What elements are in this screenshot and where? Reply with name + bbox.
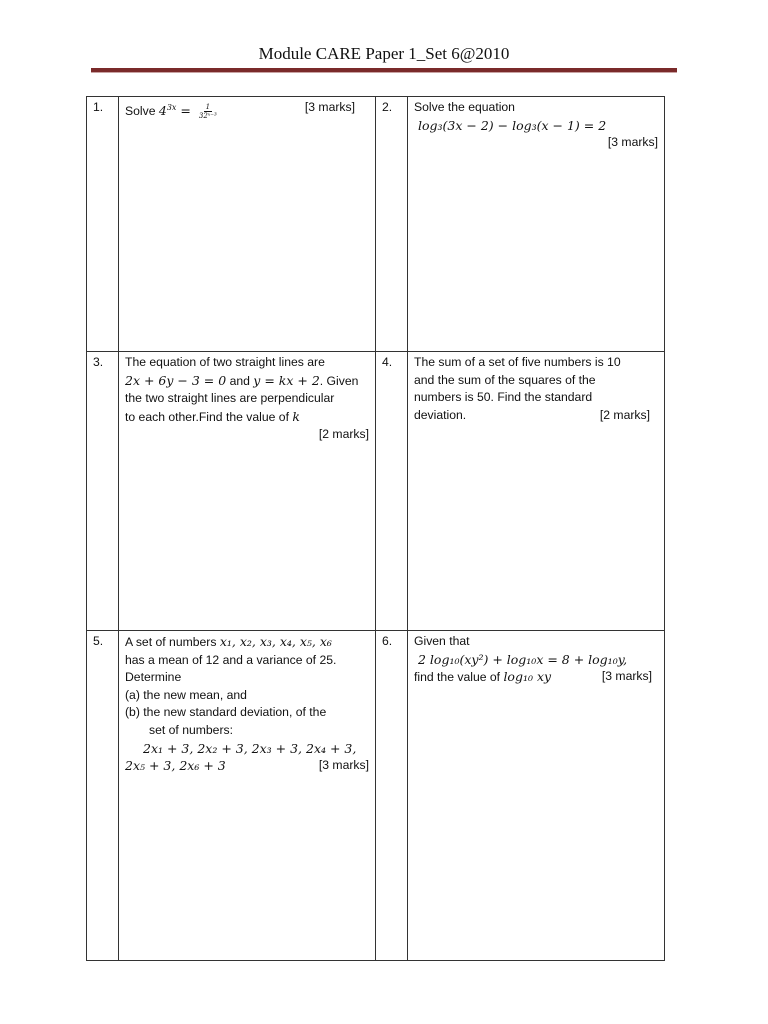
page-title: Module CARE Paper 1_Set 6@2010 (258, 44, 510, 63)
part-a-text: (a) the new mean, and (125, 687, 247, 702)
equation: 2 log₁₀(xy²) + log₁₀x = 8 + log₁₀y, (418, 651, 628, 667)
question-text: The sum of a set of five numbers is 10 (414, 355, 621, 369)
question-text: and (226, 373, 254, 388)
table-row (87, 352, 665, 631)
table-row (87, 97, 665, 352)
question-text: A set of numbers (125, 635, 220, 649)
question-text: Solve (125, 104, 159, 119)
part-b-text: (b) the new standard deviation, of the (125, 705, 327, 720)
question-number-cell (376, 352, 408, 631)
question-number-cell (376, 631, 408, 961)
question-text: Determine (125, 670, 182, 685)
question-text: Given that (414, 634, 470, 648)
question-6-cell[interactable] (408, 631, 665, 961)
equation: log₃(3x − 2) − log₃(x − 1) = 2 (418, 117, 607, 133)
question-text-line (414, 668, 658, 687)
equation-base: 4 (158, 103, 167, 119)
equation-exponent: 3x (166, 103, 177, 112)
question-2-cell[interactable] (408, 97, 665, 352)
question-text: to each other.Find the value of (125, 409, 293, 424)
question-number-cell (87, 631, 119, 961)
equation: 2x + 6y − 3 = 0 (125, 372, 227, 388)
question-text-line (125, 408, 369, 427)
part-b-text: set of numbers: (149, 722, 233, 737)
question-number-cell (87, 352, 119, 631)
question-text-line (414, 407, 658, 425)
fraction-numerator: 1 (205, 103, 211, 112)
question-text: deviation. (414, 407, 467, 422)
question-text-line (125, 757, 369, 776)
equation-equals: = (176, 103, 195, 119)
question-number: 6. (382, 634, 393, 648)
question-table (86, 96, 665, 961)
equation: 2x₅ + 3, 2x₆ + 3 (125, 758, 226, 774)
fraction-denominator: 32ˣ⁻³ (198, 112, 217, 121)
question-number: 4. (382, 355, 393, 369)
header-divider (91, 68, 677, 73)
marks-label: [2 marks] (599, 407, 650, 422)
question-text: the two straight lines are perpendicular (125, 391, 335, 406)
question-text: find the value of (414, 670, 504, 685)
question-number: 5. (93, 634, 104, 648)
question-text: and the sum of the squares of the (414, 372, 596, 387)
question-text-line (125, 372, 369, 391)
question-text: Solve the equation (414, 100, 515, 114)
marks-label: [3 marks] (601, 669, 652, 684)
question-4-cell[interactable] (408, 352, 665, 631)
marks-label: [2 marks] (318, 427, 369, 442)
marks-label: [3 marks] (304, 100, 355, 114)
question-number-cell (376, 97, 408, 352)
question-text: . Given (319, 373, 359, 388)
marks-label: [3 marks] (607, 135, 658, 150)
marks-label: [3 marks] (318, 758, 369, 773)
equation-fraction (197, 103, 219, 120)
question-text: numbers is 50. Find the standard (414, 390, 593, 405)
question-number: 2. (382, 100, 393, 114)
question-text-line (125, 633, 369, 652)
equation: k (292, 408, 300, 424)
question-text: The equation of two straight lines are (125, 355, 325, 369)
question-3-cell[interactable] (119, 352, 376, 631)
question-number: 1. (93, 100, 104, 114)
equation: y = kx + 2 (253, 372, 320, 388)
question-text: has a mean of 12 and a variance of 25. (125, 652, 337, 667)
equation: x₁, x₂, x₃, x₄, x₅, x₆ (219, 634, 332, 649)
question-1-cell[interactable] (119, 97, 376, 352)
equation: log₁₀ xy (503, 669, 552, 685)
question-5-cell[interactable] (119, 631, 376, 961)
equation: 2x₁ + 3, 2x₂ + 3, 2x₃ + 3, 2x₄ + 3, (143, 740, 357, 756)
table-row (87, 631, 665, 961)
question-number: 3. (93, 355, 104, 369)
question-number-cell (87, 97, 119, 352)
